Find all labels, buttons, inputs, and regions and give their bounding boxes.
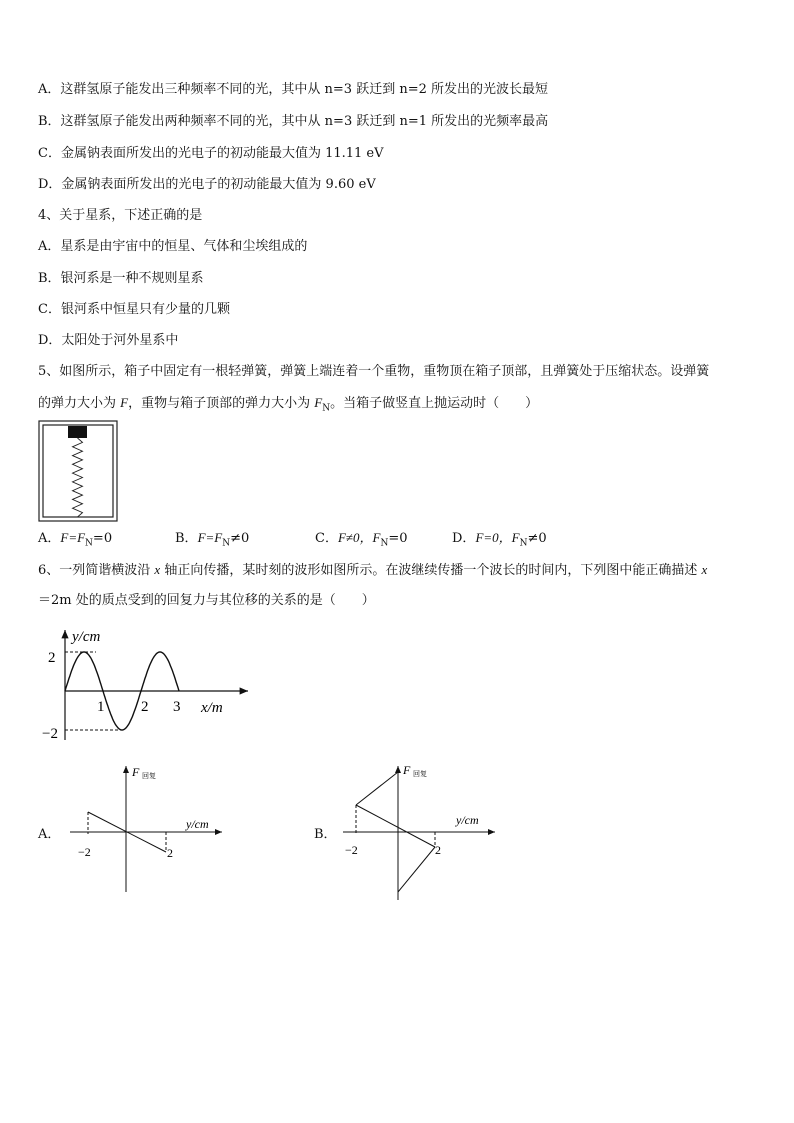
q5-stem-line2: 的弹力大小为 F，重物与箱子顶部的弹力大小为 $F_N$。当箱子做竖直上抛运动时（ ）: [38, 395, 539, 414]
wave-x-tick-1: 1: [97, 699, 105, 715]
q4-stem: 4、关于星系，下述正确的是: [38, 208, 203, 223]
force-b-pos: 2: [435, 843, 441, 857]
q6-option-b-label: B．: [314, 827, 337, 842]
force-graph-a: [62, 762, 232, 897]
force-b-F-label: F: [403, 763, 411, 777]
force-b-F-sub: 回复: [413, 770, 427, 778]
force-b-lower-edge: [398, 847, 435, 892]
q4-option-a: A．星系是由宇宙中的恒星、气体和尘埃组成的: [38, 239, 308, 254]
q5-option-a: A．$F=F_N=0$: [38, 530, 113, 549]
q3-option-b: B．这群氢原子能发出两种频率不同的光，其中从 n=3 跃迁到 n=1 所发出的光频率最高: [38, 114, 549, 129]
force-a-ylabel: y/cm: [186, 817, 209, 831]
box-spring-figure: [38, 420, 120, 524]
q4-option-b: B．银河系是一种不规则星系: [38, 271, 204, 286]
force-a-neg: −2: [78, 845, 91, 859]
force-b-neg: −2: [345, 843, 358, 857]
force-b-ylabel: y/cm: [456, 813, 479, 827]
wave-x-tick-3: 3: [173, 699, 181, 715]
wave-x-tick-2: 2: [141, 699, 149, 715]
q3-option-d: D．金属钠表面所发出的光电子的初动能最大值为 9.60 eV: [38, 177, 376, 192]
force-b-upper-edge: [356, 772, 398, 805]
force-a-F-label: F: [132, 765, 140, 779]
q5-option-d: D．F=0，$F_N\ne 0$: [452, 530, 547, 549]
q6-stem-line2: ＝2m 处的质点受到的回复力与其位移的关系的是（ ）: [38, 593, 375, 608]
q3-option-a: A．这群氢原子能发出三种频率不同的光，其中从 n=3 跃迁到 n=2 所发出的光波长最短: [38, 82, 548, 97]
wave-y-bottom: −2: [42, 726, 58, 742]
q5-option-b: B．$F=F_N\ne 0$: [175, 530, 250, 549]
q5-stem-line1: 5、如图所示，箱子中固定有一根轻弹簧，弹簧上端连着一个重物，重物顶在箱子顶部，且弹簧处于压缩状态。设弹簧: [38, 364, 710, 379]
wave-xlabel: x/m: [201, 700, 223, 716]
q3-option-c: C．金属钠表面所发出的光电子的初动能最大值为 11.11 eV: [38, 146, 384, 161]
wave-graph: [38, 620, 258, 750]
q6-stem-line1: 6、一列简谐横波沿 x 轴正向传播，某时刻的波形如图所示。在波继续传播一个波长的时间内，下列图中能正确描述 x: [38, 562, 708, 578]
force-graph-b: [335, 762, 505, 902]
force-b-line: [356, 805, 435, 847]
q6-option-a-label: A．: [38, 827, 61, 842]
q5-option-c: C．F≠0，$F_N=0$: [315, 530, 408, 549]
q4-option-c: C．银河系中恒星只有少量的几颗: [38, 302, 230, 317]
wave-ylabel: y/cm: [72, 629, 101, 645]
force-a-pos: 2: [167, 846, 173, 860]
wave-y-top: 2: [48, 650, 56, 666]
force-a-F-sub: 回复: [142, 772, 156, 780]
q4-option-d: D．太阳处于河外星系中: [38, 333, 179, 348]
